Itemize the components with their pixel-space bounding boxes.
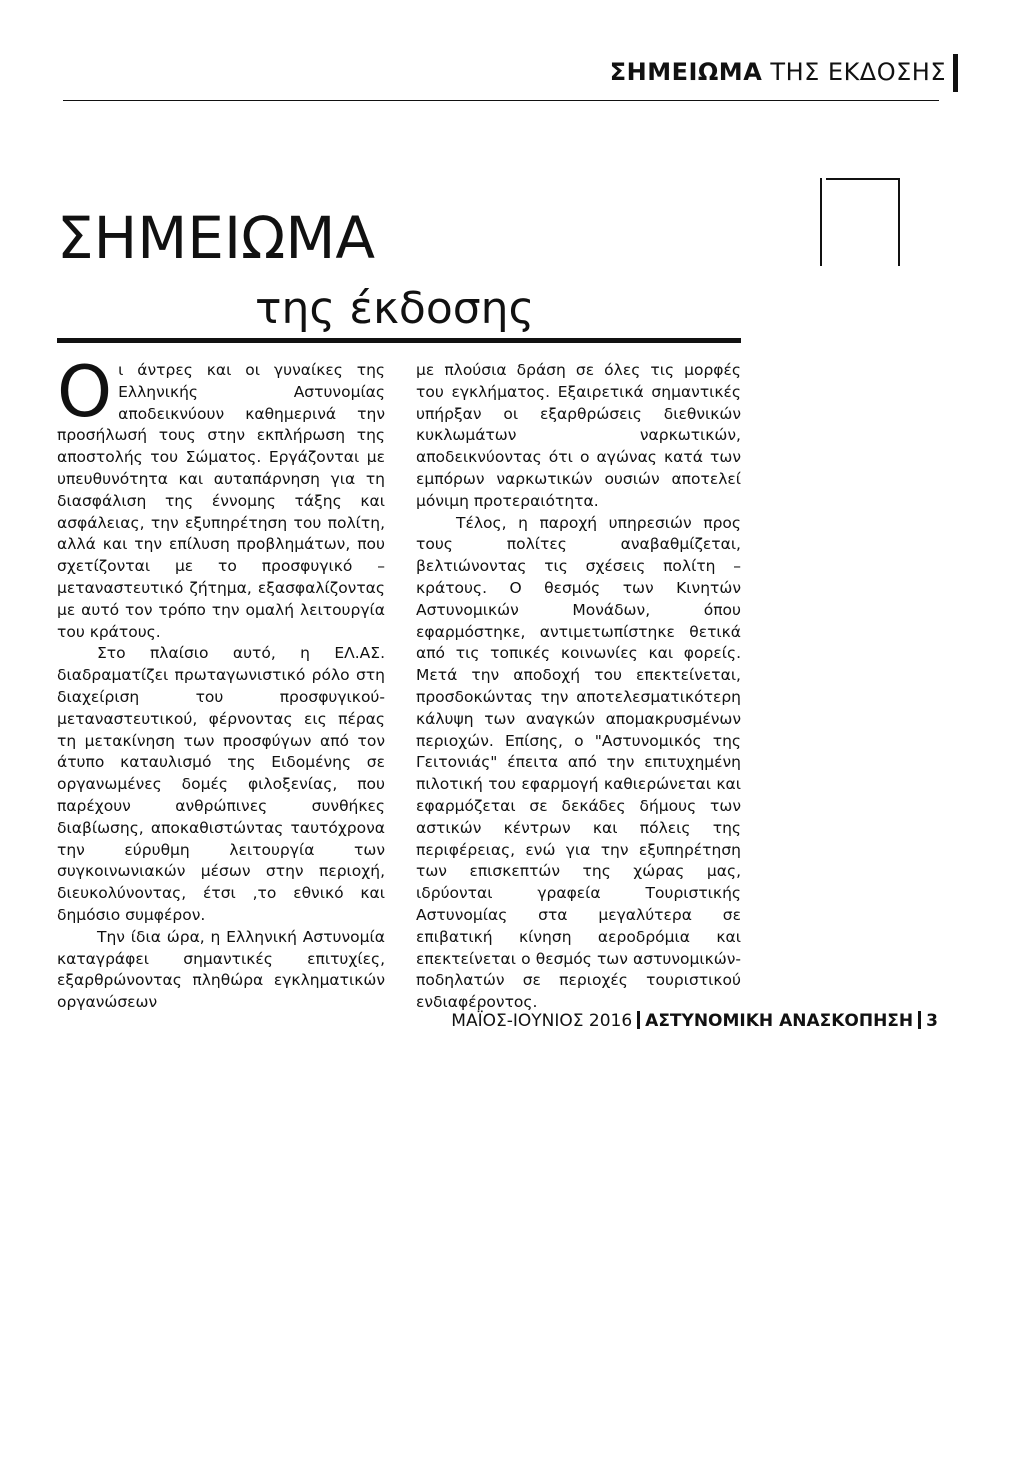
footer-separator <box>637 1011 640 1029</box>
paragraph-1 <box>57 351 385 643</box>
footer-magazine: ΑΣΤΥΝΟΜΙΚΗ ΑΝΑΣΚΟΠΗΣΗ <box>645 1011 914 1031</box>
title-divider <box>57 338 741 343</box>
footer-separator <box>918 1011 921 1029</box>
running-header-normal: ΤΗΣ ΕΚΔΟΣΗΣ <box>770 58 946 86</box>
page-title: ΣΗΜΕΙΩΜΑ <box>57 203 376 272</box>
paragraph-1-text: ι άντρες και οι γυναίκες της Ελληνικής Αστυνομίας αποδεικνύουν καθημερινά την προσήλωσή τους στην εκπλήρωση της αποστολής του Σώματος. Εργάζονται με υπευθυνότητα και αυταπάρνηση για τη διασφάλιση της έννομης τάξης και ασφάλειας, την εξυπηρέτηση του πολίτη, αλλά και την επίλυση προβλημάτων, που σχετίζονται με το προσφυγικό – μεταναστευτικό ζήτημα, εξασφαλίζοντας με αυτό τον τρόπο την ομαλή λειτουργία του κράτους. <box>57 361 385 641</box>
right-column <box>416 360 741 1014</box>
dropcap: Ο <box>57 351 113 433</box>
paragraph-4: με πλούσια δράση σε όλες τις μορφές του εγκλήματος. Εξαιρετικά σημαντικές υπήρξαν οι εξαρθρώσεις διεθνικών κυκλωμάτων ναρκωτικών, αποδεικνύοντας ότι ο αγώνας κατά των εμπόρων ναρκωτικών ουσιών αποτελεί μόνιμη προτεραιότητα. <box>416 361 741 510</box>
header-divider <box>63 100 939 101</box>
paragraph-3: Την ίδια ώρα, η Ελληνική Αστυνομία καταγράφει σημαντικές επιτυχίες, εξαρθρώνοντας πληθώρα εγκληματικών οργανώσεων <box>57 927 385 1012</box>
left-column <box>57 351 385 1014</box>
running-header-bold: ΣΗΜΕΙΩΜΑ <box>609 58 763 86</box>
page-footer <box>451 1011 938 1031</box>
page-subtitle: της έκδοσης <box>255 282 535 334</box>
page-number: 3 <box>926 1011 938 1031</box>
paragraph-2: Στο πλαίσιο αυτό, η ΕΛ.ΑΣ. διαδραματίζει πρωταγωνιστικό ρόλο στη διαχείριση του προσφυγικού-μεταναστευτικού, φέρνοντας εις πέρας τη μετακίνηση των προσφύγων από τον άτυπο καταυλισμό της Ειδομένης σε οργανωμένες δομές φιλοξενίας, που παρέχουν ανθρώπινες συνθήκες διαβίωσης, αποκαθιστώντας ταυτόχρονα την εύρυθμη λειτουργία των συγκοινωνιακών μέσων στην περιοχή, διευκολύνοντας, έτσι ,το εθνικό και δημόσιο συμφέρον. <box>57 644 385 924</box>
running-header <box>610 58 946 86</box>
paragraph-5: Τέλος, η παροχή υπηρεσιών προς τους πολίτες αναβαθμίζεται, βελτιώνοντας τις σχέσεις πολίτη – κράτους. Ο θεσμός των Κινητών Αστυνομικών Μονάδων, όπου εφαρμόστηκε, αντιμετωπίστηκε θετικά από τις τοπικές κοινωνίες και φορείς. Μετά την αποδοχή του επεκτείνεται, προσδοκώντας την αποτελεσματικότερη κάλυψη των αναγκών απομακρυσμένων περιοχών. Επίσης, ο "Αστυνομικός της Γειτονιάς" έπειτα από την επιτυχημένη πιλοτική του εφαρμογή καθιερώνεται και εφαρμόζεται σε δεκάδες δήμους των αστικών κέντρων και πόλεις της περιφέρειας, ενώ για την εξυπηρέτηση των επισκεπτών της χώρας μας, ιδρύονται γραφεία Τουριστικής Αστυνομίας στα μεγαλύτερα σε επιβατική κίνηση αεροδρόμια και επεκτείνεται ο θεσμός των αστυνομικών-ποδηλατών σε περιοχές τουριστικού ενδιαφέροντος. <box>416 513 741 1012</box>
footer-issue: ΜΑΪΟΣ-ΙΟΥΝΙΟΣ 2016 <box>451 1011 633 1031</box>
header-vertical-rule <box>953 54 958 92</box>
corner-decoration-icon <box>820 178 900 266</box>
